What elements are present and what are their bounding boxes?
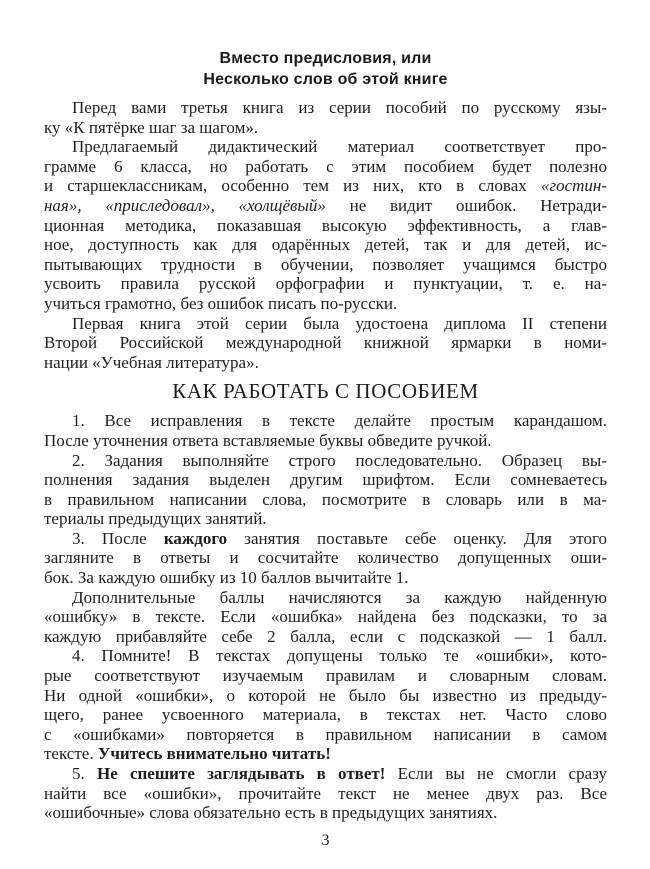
text-line [44, 784, 607, 804]
text-run: «ошибочные» слова обязательно есть в предыдущих занятиях. [44, 803, 498, 823]
text-run: полнения задания выделен другим шрифтом. Если сомневаетесь [44, 470, 607, 490]
text-run: «гостин- [540, 176, 607, 196]
text-run: занятия поставьте себе оценку. Для этого [227, 528, 608, 548]
text-line [44, 764, 607, 784]
text-run: Ни одной «ошибки», о которой не было бы известно из предыду- [44, 685, 607, 705]
text-run: Первая книга этой серии была удостоена диплома II степени [72, 313, 607, 333]
paragraph [44, 314, 607, 373]
text-run: нации «Учебная литература». [44, 352, 259, 372]
text-run: 3. После [72, 528, 164, 548]
howto-section-title: КАК РАБОТАТЬ С ПОСОБИЕМ [172, 379, 479, 404]
paragraph [44, 411, 607, 450]
text-run: рые соответствуют изучаемым правилам и словарным словам. [44, 666, 607, 686]
text-run: щего, ранее усвоенного материала, в текстах нет. Часто слово [44, 705, 607, 725]
text-run: ное, доступность как для одарённых детей, так и для детей, ис- [44, 235, 607, 255]
text-run: усвоить правила русской орфографии и пунктуации, т. е. на- [44, 274, 607, 294]
text-line [44, 686, 607, 706]
text-line [44, 216, 607, 236]
text-run: Дополнительные баллы начисляются за каждую найденную [72, 587, 607, 607]
text-run: каждого [163, 528, 228, 548]
preface-title-line-1: Вместо предисловия, или [219, 50, 432, 67]
preface-paragraphs [44, 98, 607, 372]
paragraph [44, 451, 607, 529]
text-line [44, 529, 607, 549]
text-run: ционная методика, показавшая высокую эффективность, а глав- [44, 215, 607, 235]
text-line [44, 568, 607, 588]
text-line [44, 588, 607, 608]
text-run: 5. [72, 764, 97, 783]
paragraph [44, 98, 607, 137]
text-run: 1. Все исправления в тексте делайте простым карандашом. [72, 411, 607, 431]
text-run: Второй Российской международной книжной ярмарки в номи- [44, 333, 607, 353]
text-line [44, 627, 607, 647]
text-line [44, 470, 607, 490]
preface-title [44, 48, 607, 90]
text-run: 2. Задания выполняйте строго последовательно. Образец вы- [72, 450, 607, 470]
text-run: каждую прибавляйте себе 2 балла, если с подсказкой — 1 балл. [44, 626, 607, 646]
text-line [44, 176, 607, 196]
text-line [44, 548, 607, 568]
text-run: пытывающих трудности в обучении, позволяет учащимся быстро [44, 254, 607, 274]
paragraph [44, 646, 607, 764]
text-run: После уточнения ответа вставляемые буквы обведите ручкой. [44, 430, 492, 450]
paragraph [44, 764, 607, 823]
text-line [44, 196, 607, 216]
text-line [44, 431, 607, 451]
text-line [44, 509, 607, 529]
text-line [44, 725, 607, 745]
text-run: и старшеклассникам, особенно тем из них, кто в словах [44, 176, 541, 196]
text-line [44, 333, 607, 353]
text-line [44, 274, 607, 294]
text-line [44, 411, 607, 431]
paragraph [44, 529, 607, 588]
text-run: загляните в ответы и сосчитайте количество допущенных оши- [44, 548, 607, 568]
text-line [44, 294, 607, 314]
page-number: 3 [321, 831, 330, 849]
text-run: с «ошибками» повторяется в правильном написании в самом [44, 724, 607, 744]
text-line [44, 705, 607, 725]
text-line [44, 118, 607, 138]
text-run: Не спешите заглядывать в ответ! [96, 764, 386, 783]
text-run: найти все «ошибки», прочитайте текст не менее двух раз. Все [44, 783, 607, 803]
text-run: Учитесь внимательно читать! [97, 744, 331, 764]
text-run: учиться грамотно, без ошибок писать по-русски. [44, 293, 398, 313]
text-line [44, 255, 607, 275]
howto-paragraphs [44, 411, 607, 822]
paragraph [44, 588, 607, 647]
text-line [44, 157, 607, 177]
text-run: в правильном написании слова, посмотрите в словарь или в ма- [44, 489, 607, 509]
text-run: Предлагаемый дидактический материал соответствует про- [72, 137, 607, 157]
text-line [44, 744, 607, 764]
text-run: бок. За каждую ошибку из 10 баллов вычитайте 1. [44, 568, 409, 588]
text-run: Перед вами третья книга из серии пособий по русскому язы- [72, 98, 607, 117]
text-run: териалы предыдущих занятий. [44, 509, 267, 529]
text-line [44, 235, 607, 255]
text-run: грамме 6 класса, но работать с этим пособием будет полезно [44, 156, 607, 176]
text-run: «ошибку» в тексте. Если «ошибка» найдена без подсказки, то за [44, 607, 607, 627]
text-run: ная», «приследовал», «холщёвый» [44, 195, 326, 215]
text-run: ку «К пятёрке шаг за шагом». [44, 117, 259, 137]
text-line [44, 607, 607, 627]
text-run: не видит ошибок. Нетради- [325, 195, 608, 215]
text-run: тексте. [44, 744, 98, 764]
text-line [44, 803, 607, 823]
paragraph [44, 137, 607, 313]
text-line [44, 353, 607, 373]
text-run: 4. Помните! В текстах допущены только те «ошибки», кото- [72, 646, 607, 666]
text-line [44, 666, 607, 686]
text-line [44, 137, 607, 157]
text-line [44, 646, 607, 666]
text-line [44, 451, 607, 471]
text-run: Если вы не смогли сразу [385, 764, 608, 783]
text-line [44, 98, 607, 118]
preface-title-line-2: Несколько слов об этой книге [203, 71, 448, 88]
text-line [44, 490, 607, 510]
text-line [44, 314, 607, 334]
